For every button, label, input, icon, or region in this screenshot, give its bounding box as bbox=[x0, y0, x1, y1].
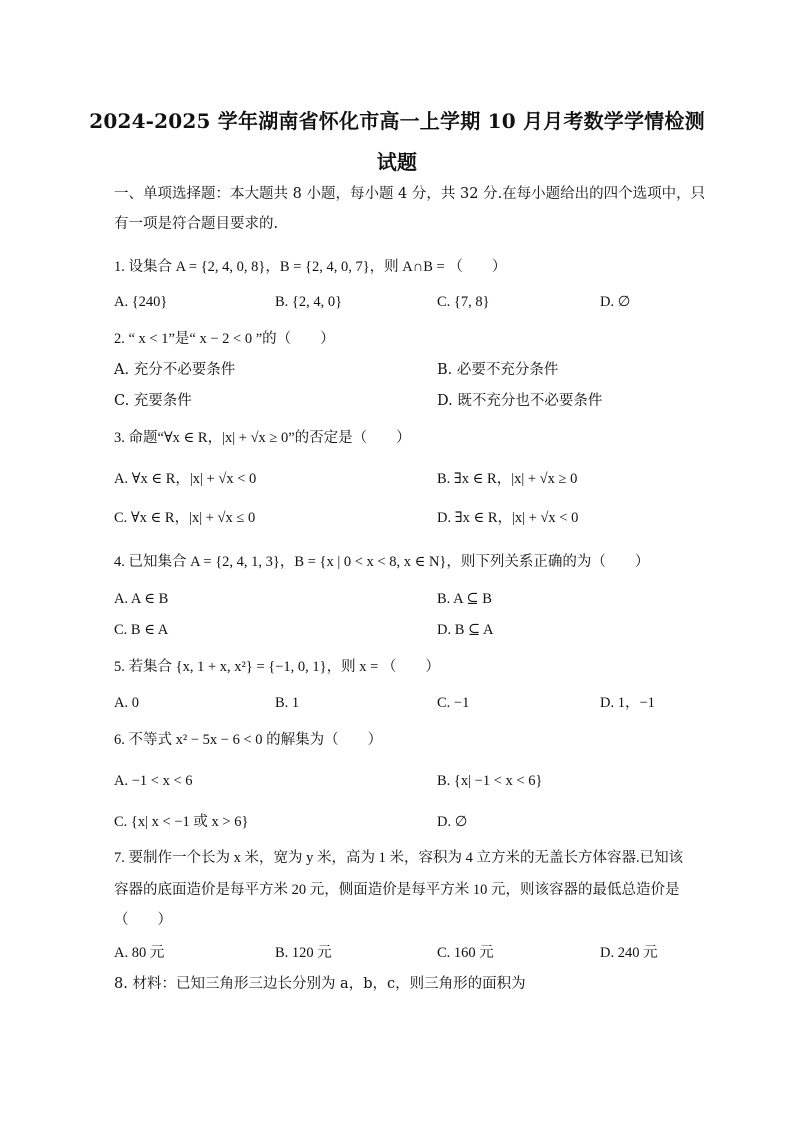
question-2-option-d[interactable]: D. 既不充分也不必要条件 bbox=[437, 393, 603, 409]
question-7-option-a[interactable]: A. 80 元 bbox=[114, 945, 165, 961]
question-6-stem: 6. 不等式 x² − 5x − 6 < 0 的解集为（ ） bbox=[114, 732, 383, 748]
question-3-option-d[interactable]: D. ∃x ∈ R，|x| + √x < 0 bbox=[437, 510, 579, 526]
exam-title-line2: 试题 bbox=[376, 150, 418, 174]
question-1-option-b[interactable]: B. {2, 4, 0} bbox=[275, 294, 343, 310]
question-2-option-c[interactable]: C. 充要条件 bbox=[114, 393, 192, 409]
question-8-stem: 8. 材料：已知三角形三边长分别为 a，b，c，则三角形的面积为 bbox=[114, 976, 526, 992]
question-2-stem: 2. “ x < 1”是“ x − 2 < 0 ”的（ ） bbox=[114, 331, 335, 347]
question-7-option-b[interactable]: B. 120 元 bbox=[275, 945, 332, 961]
question-3-option-b[interactable]: B. ∃x ∈ R，|x| + √x ≥ 0 bbox=[437, 471, 578, 487]
question-7-option-d[interactable]: D. 240 元 bbox=[600, 945, 658, 961]
question-1-stem: 1. 设集合 A = {2, 4, 0, 8}，B = {2, 4, 0, 7}，则 A∩B = （ ） bbox=[114, 259, 507, 275]
question-6-option-b[interactable]: B. {x| −1 < x < 6} bbox=[437, 773, 543, 789]
question-5-option-b[interactable]: B. 1 bbox=[275, 695, 300, 711]
question-5-option-a[interactable]: A. 0 bbox=[114, 695, 139, 711]
question-3-stem: 3. 命题“∀x ∈ R，|x| + √x ≥ 0”的否定是（ ） bbox=[114, 430, 411, 446]
question-1-option-a[interactable]: A. {240} bbox=[114, 294, 168, 310]
question-7-stem-line1: 7. 要制作一个长为 x 米，宽为 y 米，高为 1 米，容积为 4 立方米的无盖长方体容器.已知该 bbox=[114, 850, 684, 866]
question-2-option-a[interactable]: A. 充分不必要条件 bbox=[114, 362, 236, 378]
question-4-option-b[interactable]: B. A ⊆ B bbox=[437, 591, 492, 607]
question-4-stem: 4. 已知集合 A = {2, 4, 1, 3}，B = {x | 0 < x < 8, x ∈ N}，则下列关系正确的为（ ） bbox=[114, 554, 650, 570]
section-instructions-line1: 一、单项选择题：本大题共 8 小题，每小题 4 分，共 32 分.在每小题给出的四个选项中，只 bbox=[114, 186, 706, 202]
question-4-option-a[interactable]: A. A ∈ B bbox=[114, 591, 169, 607]
section-instructions-line2: 有一项是符合题目要求的. bbox=[114, 216, 279, 232]
question-7-stem-line2: 容器的底面造价是每平方米 20 元，侧面造价是每平方米 10 元，则该容器的最低总造价是 bbox=[114, 882, 680, 898]
question-7-option-c[interactable]: C. 160 元 bbox=[437, 945, 494, 961]
question-4-option-d[interactable]: D. B ⊆ A bbox=[437, 622, 494, 638]
question-5-option-c[interactable]: C. −1 bbox=[437, 695, 470, 711]
question-7-stem-line3: （ ） bbox=[114, 912, 172, 928]
question-5-option-d[interactable]: D. 1，−1 bbox=[600, 695, 655, 711]
question-6-option-d[interactable]: D. ∅ bbox=[437, 814, 468, 830]
question-5-stem: 5. 若集合 {x, 1 + x, x²} = {−1, 0, 1}，则 x = （ ） bbox=[114, 659, 440, 675]
question-6-option-a[interactable]: A. −1 < x < 6 bbox=[114, 773, 193, 789]
question-2-option-b[interactable]: B. 必要不充分条件 bbox=[437, 362, 559, 378]
question-1-option-c[interactable]: C. {7, 8} bbox=[437, 294, 490, 310]
question-1-option-d[interactable]: D. ∅ bbox=[600, 294, 631, 310]
exam-title-line1: 2024-2025 学年湖南省怀化市高一上学期 10 月月考数学学情检测 bbox=[89, 109, 705, 133]
question-4-option-c[interactable]: C. B ∈ A bbox=[114, 622, 169, 638]
question-3-option-c[interactable]: C. ∀x ∈ R，|x| + √x ≤ 0 bbox=[114, 510, 256, 526]
question-3-option-a[interactable]: A. ∀x ∈ R，|x| + √x < 0 bbox=[114, 471, 257, 487]
question-6-option-c[interactable]: C. {x| x < −1 或 x > 6} bbox=[114, 814, 249, 830]
